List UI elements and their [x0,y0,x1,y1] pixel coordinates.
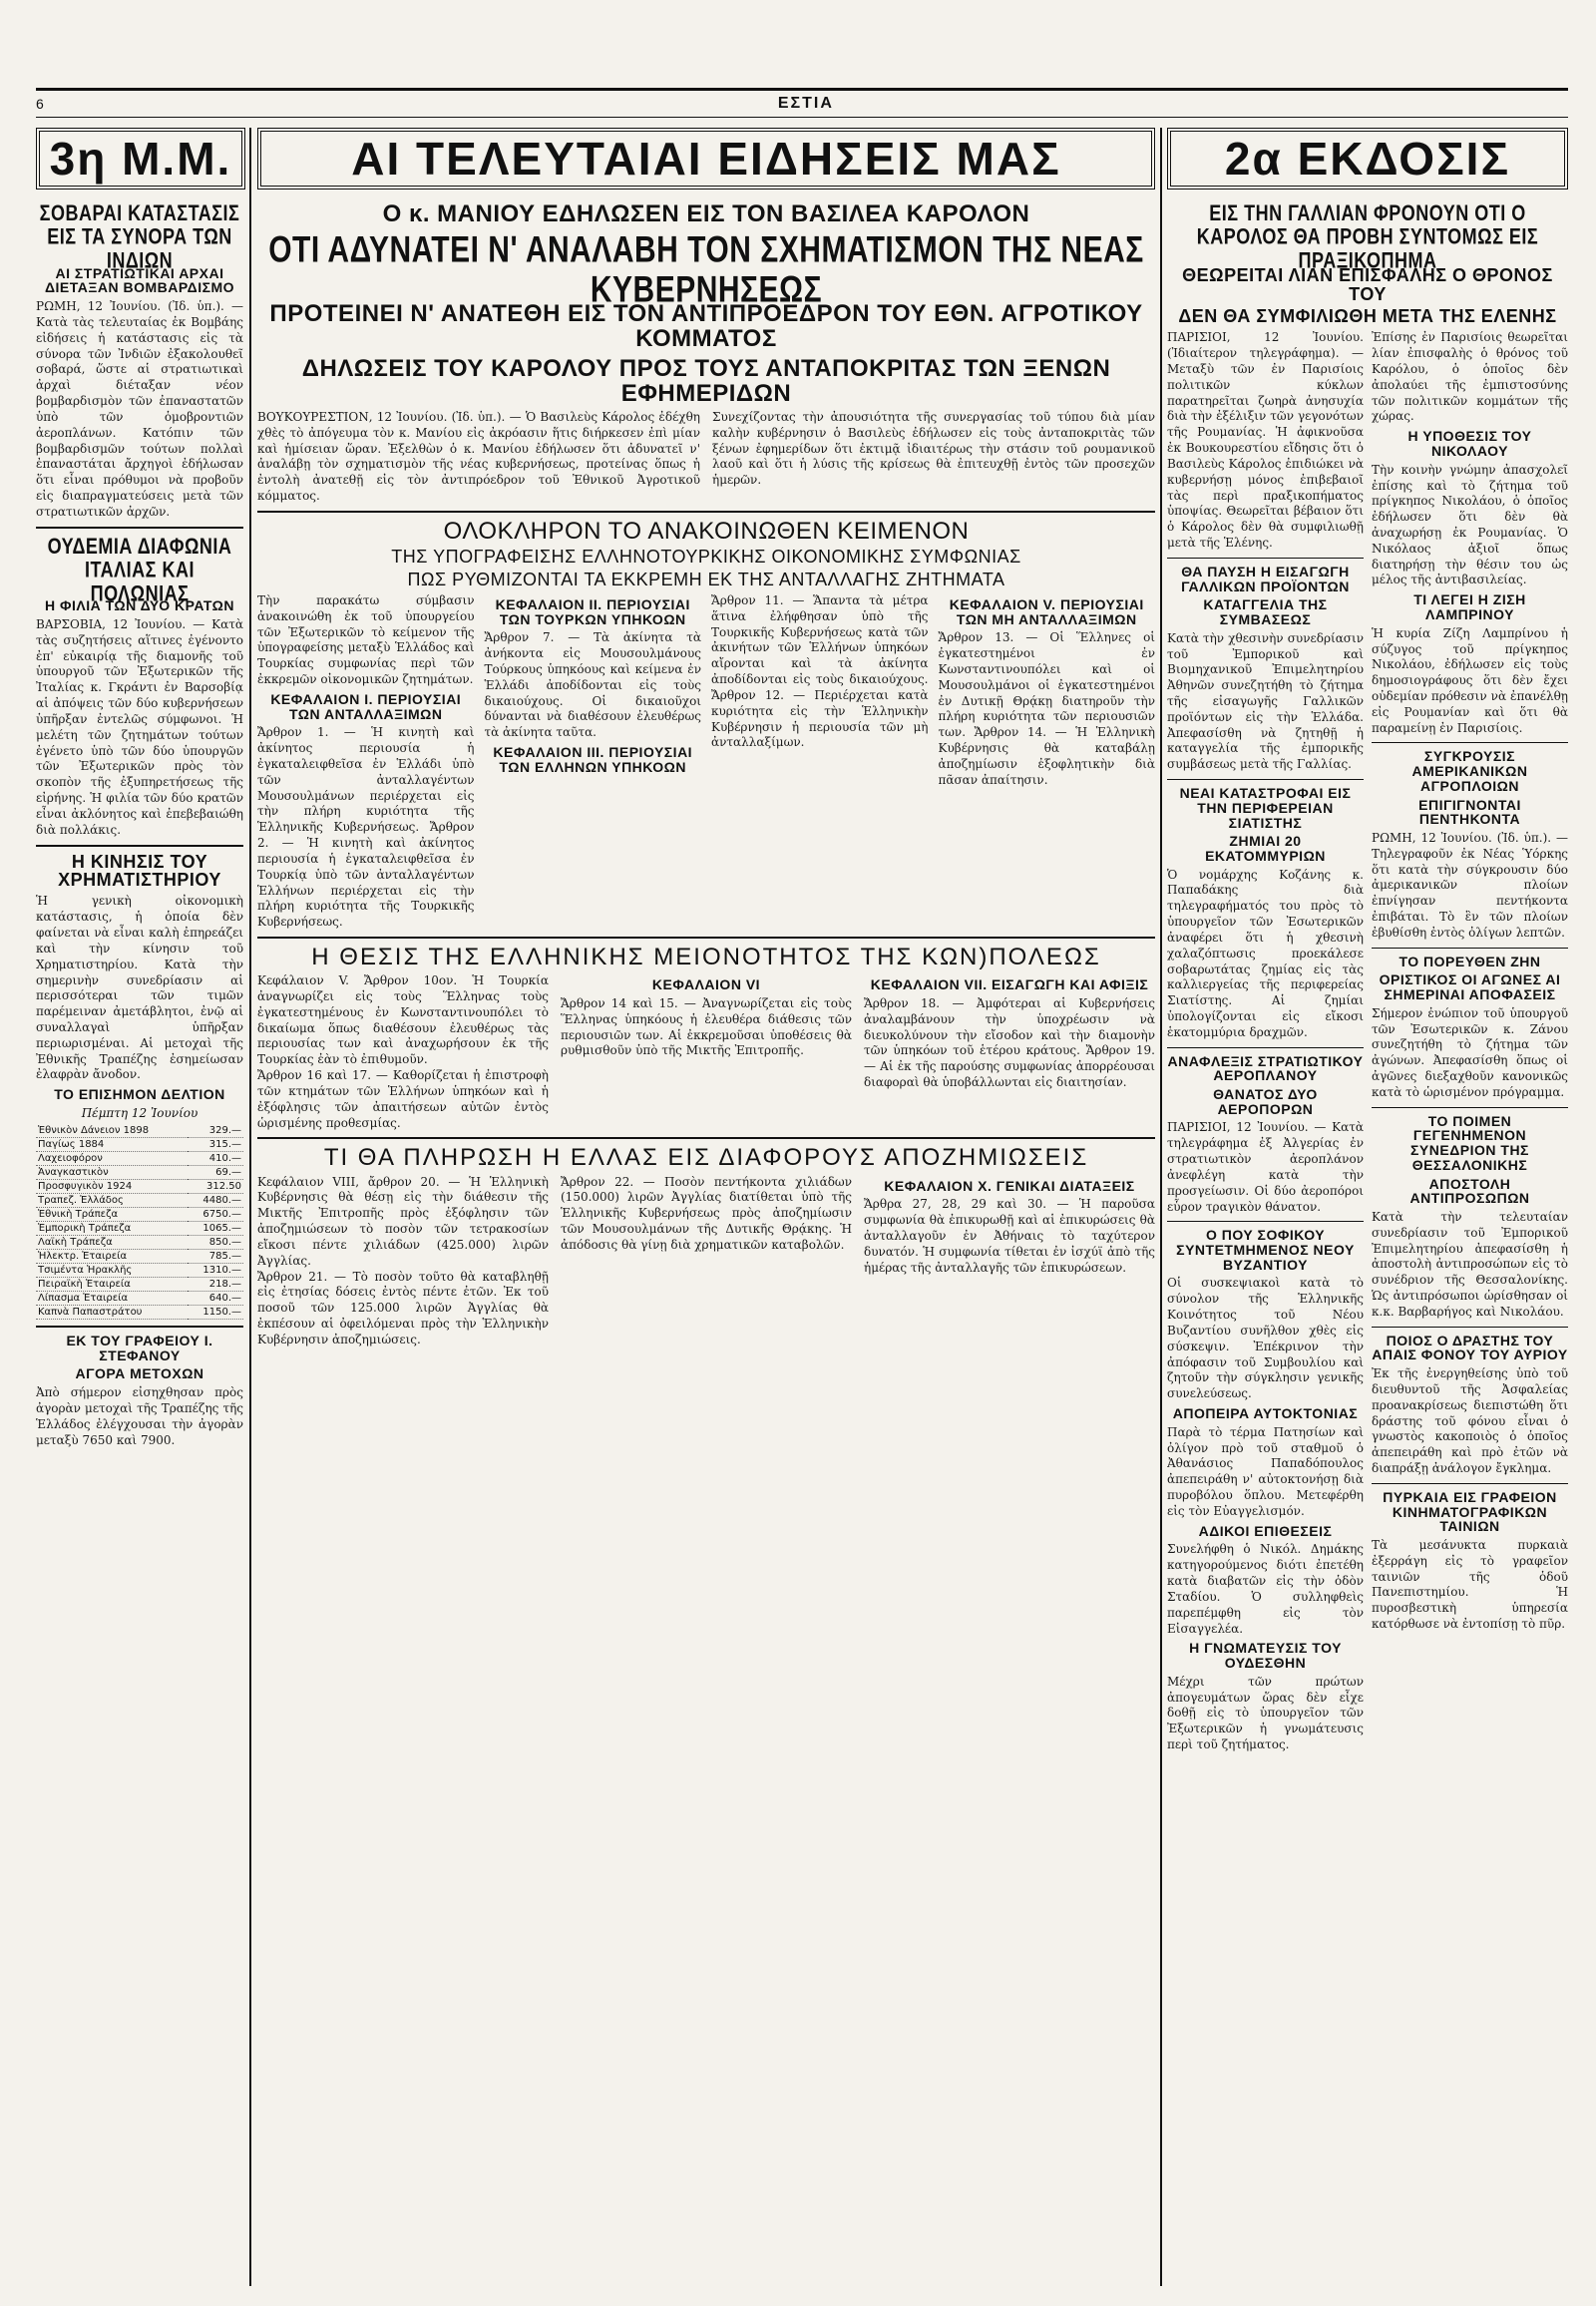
article-headline: ΕΙΣ ΤΗΝ ΓΑΛΛΙΑΝ ΦΡΟΝΟΥΝ ΟΤΙ Ο ΚΑΡΟΛΟΣ ΘΑ ΠΡΟΒΗ ΣΥΝΤΟΜΩΣ ΕΙΣ ΠΡΑΞΙΚΟΠΗΜΑ [1196,199,1539,272]
security-name: Τραπεζ. Ἑλλάδος [36,1194,188,1208]
article-subhead: ΤΙ ΛΕΓΕΙ Η ΖΙΣΗ ΛΑΜΠΡΙΝΟΥ [1413,591,1526,622]
article-headline: ΣΟΒΑΡΑΙ ΚΑΤΑΣΤΑΣΙΣ ΕΙΣ ΤΑ ΣΥΝΟΡΑ ΤΩΝ ΙΝΔΙΩΝ [39,199,240,272]
security-name: Προσφυγικὸν 1924 [36,1180,188,1194]
chapter-heading: ΚΕΦΑΛΑΙΟΝ ΙΙΙ. ΠΕΡΙΟΥΣΙΑΙ ΤΩΝ ΕΛΛΗΝΩΝ ΥΠΗΚΟΩΝ [493,744,693,775]
footer-headline: ΕΚ ΤΟΥ ΓΡΑΦΕΙΟΥ Ι. ΣΤΕΦΑΝΟΥ [66,1333,213,1363]
table-title: ΤΟ ΕΠΙΣΗΜΟΝ ΔΕΛΤΙΟΝ [54,1086,225,1103]
security-price: 640.— [188,1292,243,1306]
stock-table [36,1124,243,1320]
lead-kicker: Ο κ. ΜΑΝΙΟΥ ΕΔΗΛΩΣΕΝ ΕΙΣ ΤΟΝ ΒΑΣΙΛΕΑ ΚΑΡΟΛΟΝ [382,200,1030,227]
lead-body: Συνεχίζοντας τὴν ἀπουσιότητα τῆς συνεργασίας τοῦ τύπου διὰ μίαν καλὴν κυβέρνησιν ὁ Βασιλεὺς ἐδήλωσεν εἰς τοὺς ἀνταποκριτὰς τῶν ξένων ἐφημερίδων ὅτι ἐκτιμᾷ ἰδιαιτέρως τὴν στάσιν τοῦ ρουμανικοῦ λαοῦ καὶ ὅτι ἡ λύσις τῆς κρίσεως θὰ ἐπιτευχθῇ ἐντὸς τῶν προσεχῶν ἡμερῶν. [712,409,1155,488]
article-headline: Η ΓΝΩΜΑΤΕΥΣΙΣ ΤΟΥ ΟΥΔΕΣΘΗΝ [1189,1640,1342,1672]
compensation-body: Ἄρθρον 21. — Τὸ ποσὸν τοῦτο θὰ καταβληθῇ εἰς ἐτησίας δόσεις ἐντὸς πέντε ἐτῶν. Ἐκ τοῦ ποσοῦ τῶν 125.000 λιρῶν Ἀγγλίας θὰ ἐκπέσουν αἱ ὀφειλόμεναι πρὸς τὴν Ἑλληνικὴν Κυβέρνησιν ἀποζημιώσεις. [257,1269,549,1346]
compensation-headline: ΤΙ ΘΑ ΠΛΗΡΩΣΗ Η ΕΛΛΑΣ ΕΙΣ ΔΙΑΦΟΡΟΥΣ ΑΠΟΖΗΜΙΩΣΕΙΣ [323,1144,1089,1172]
article-headline: ΑΠΟΠΕΙΡΑ ΑΥΤΟΚΤΟΝΙΑΣ [1172,1405,1359,1422]
article-body: ΒΑΡΣΟΒΙΑ, 12 Ἰουνίου. — Κατὰ τὰς συζητήσεις αἵτινες ἐγένοντο ἐπ' εὐκαιρίᾳ τῆς διαμονῆς τοῦ ὑπουργοῦ τῶν Ἐξωτερικῶν τῆς Ἰταλίας κ. Γκράντι ἐν Βαρσοβίᾳ αἱ ἀπόψεις τῶν δύο κυβερνήσεων ὑπῆρξαν ἐντελῶς σύμφωνοι. Ἡ μελέτη τῶν ζητημάτων τούτων ἐγένετο ὑπὸ τῶν δύο ὑπουργῶν τῶν Ἐξωτερικῶν πρὸς τὸν σκοπὸν τῆς ἐξυπηρετήσεως τῆς εἰρήνης. Ἡ φιλία τῶν δύο κρατῶν εἶναι ἀκλόνητος καὶ ἐπεβεβαιώθη διὰ πολλάκις. [36,617,243,837]
compensation-body: Κεφάλαιον VIII, ἄρθρον 20. — Ἡ Ἑλληνικὴ Κυβέρνησις θὰ θέσῃ εἰς τὴν διάθεσιν τῆς Μικτῆς Ἐπιτροπῆς πρὸς ἐξόφλησιν τῶν ἀποζημιώσεων τὸ ποσὸν τῶν τετρακοσίων εἴκοσι πέντε χιλιάδων (425.000) λιρῶν Ἀγγλίας. [257,1174,549,1268]
article-headline: Η ΚΙΝΗΣΙΣ ΤΟΥ ΧΡΗΜΑΤΙΣΤΗΡΙΟΥ [58,851,221,891]
article-body: Σήμερον ἐνώπιον τοῦ ὑπουργοῦ τῶν Ἐσωτερικῶν κ. Ζάνου συνεζητήθη τὸ ζήτημα τῶν ἀγώνων. Ἀπεφασίσθη ὅπως οἱ ἀγῶνες διεξαχθοῦν κανονικῶς κατὰ τὸ ὡρισμένον πρόγραμμα. [1372,1005,1568,1099]
divider [36,845,243,847]
article-subhead: ΑΙ ΣΤΡΑΤΙΩΤΙΚΑΙ ΑΡΧΑΙ ΔΙΕΤΑΞΑΝ ΒΟΜΒΑΡΔΙΣΜΟ [44,264,235,296]
table-row [36,1222,243,1236]
lead-subheadline: ΔΗΛΩΣΕΙΣ ΤΟΥ ΚΑΡΟΛΟΥ ΠΡΟΣ ΤΟΥΣ ΑΝΤΑΠΟΚΡΙΤΑΣ ΤΩΝ ΞΕΝΩΝ ΕΦΗΜΕΡΙΔΩΝ [301,354,1111,407]
security-price: 1065.— [188,1222,243,1236]
article-subhead: ΘΕΩΡΕΙΤΑΙ ΛΙΑΝ ΕΠΙΣΦΑΛΗΣ Ο ΘΡΟΝΟΣ ΤΟΥ [1182,264,1553,304]
masthead: ΕΣΤΙΑ [777,95,834,112]
article-body: ΡΩΜΗ, 12 Ἰουνίου. (Ἰδ. ὑπ.). — Τηλεγραφοῦν ἐκ Νέας Ὑόρκης ὅτι κατὰ τὴν σύγκρουσιν δύο ἀμερικανικῶν πλοίων ἐπνίγησαν πεντήκοντα ἐπιβάται. Τὸ ἓν τῶν πλοίων ἐβυθίσθη ἐντὸς ὀλίγων λεπτῶν. [1372,830,1568,940]
table-row [36,1138,243,1152]
article-headline: ΠΟΙΟΣ Ο ΔΡΑΣΤΗΣ ΤΟΥ ΑΠΑΙΣ ΦΟΝΟΥ ΤΟΥ ΑΥΡΙΟΥ [1372,1332,1568,1363]
article-headline: ΤΟ ΠΟΙΜΕΝ ΓΕΓΕΝΗΜΕΝΟΝ ΣΥΝΕΔΡΙΟΝ ΤΗΣ ΘΕΣΣΑΛΟΝΙΚΗΣ [1410,1112,1529,1173]
table-row [36,1236,243,1250]
divider [1372,1483,1568,1484]
table-row [36,1306,243,1320]
article-headline: ΑΔΙΚΟΙ ΕΠΙΘΕΣΕΙΣ [1198,1522,1333,1539]
column-rule [1160,128,1162,2286]
divider [36,527,243,529]
table-row [36,1194,243,1208]
divider [1167,1047,1364,1048]
table-row [36,1250,243,1264]
article-headline: ΑΝΑΦΛΕΞΙΣ ΣΤΡΑΤΙΩΤΙΚΟΥ ΑΕΡΟΠΛΑΝΟΥ [1167,1052,1364,1084]
article-body: Παρὰ τὸ τέρμα Πατησίων καὶ ὀλίγον πρὸ τοῦ σταθμοῦ ὁ Ἀθανάσιος Παπαδόπουλος ἀπεπειράθη ν' αὐτοκτονήσῃ διὰ πυροβόλου ὅπλου. Μετεφέρθη εἰς τὸν Εὐαγγελισμόν. [1167,1424,1364,1518]
article-body: Τὰ μεσάνυκτα πυρκαιὰ ἐξερράγη εἰς τὸ γραφεῖον ταινιῶν τῆς ὁδοῦ Πανεπιστημίου. Ἡ πυροσβεστικὴ ὑπηρεσία κατόρθωσε νὰ ἐντοπίσῃ τὸ πῦρ. [1372,1537,1568,1632]
article-subhead: ΖΗΜΙΑΙ 20 ΕΚΑΤΟΜΜΥΡΙΩΝ [1205,833,1326,864]
table-row [36,1180,243,1194]
article-subhead: ΑΠΟΣΤΟΛΗ ΑΝΤΙΠΡΟΣΩΠΩΝ [1409,1175,1530,1207]
banner-center: ΑΙ ΤΕΛΕΥΤΑΙΑΙ ΕΙΔΗΣΕΙΣ ΜΑΣ [257,128,1155,190]
divider [257,511,1155,513]
article-body: Ἐκ τῆς ἐνεργηθείσης ὑπὸ τοῦ διευθυντοῦ τῆς Ἀσφαλείας προανακρίσεως διεπιστώθη ὅτι δράστης τοῦ φόνου εἶναι ὁ γνωστὸς κακοποιὸς ὁ ὁποῖος ἀπεπειράθη καὶ πρὸ ἐτῶν νὰ διαπράξῃ ἀνάλογον ἔγκλημα. [1372,1366,1568,1476]
banner-right: 2α ΕΚΔΟΣΙΣ [1167,128,1568,190]
table-row [36,1152,243,1166]
article-subhead: ΟΡΙΣΤΙΚΟΣ ΟΙ ΑΓΩΝΕΣ ΑΙ ΣΗΜΕΡΙΝΑΙ ΑΠΟΦΑΣΕΙΣ [1379,971,1561,1003]
divider [36,1326,243,1328]
article-body: Συνελήφθη ὁ Νικόλ. Δημάκης κατηγορούμενος διότι ἐπετέθη κατὰ διαβατῶν εἰς τὴν ὁδὸν Σταδίου. Ὁ συλληφθεὶς παρεπέμφθη εἰς τὸν Εἰσαγγελέα. [1167,1542,1364,1636]
agreement-body: Ἄρθρον 11. — Ἅπαντα τὰ μέτρα ἅτινα ἐλήφθησαν ὑπὸ τῆς Τουρκικῆς Κυβερνήσεως κατὰ τῶν ἀκινήτων τῶν Ἑλλήνων ὑπηκόων αἴρονται καὶ τὰ ἀκίνητα ἀποδίδονται εἰς τοὺς δικαιούχους. Ἄρθρον 12. — Περιέρχεται κατὰ κυριότητα εἰς τὴν Ἑλληνικὴν Κυβέρνησιν ἡ περιουσία τῶν μὴ ἀνταλλαξίμων. [711,592,929,750]
lead-body: ΒΟΥΚΟΥΡΕΣΤΙΟΝ, 12 Ἰουνίου. (Ἰδ. ὑπ.). — Ὁ Βασιλεὺς Κάρολος ἐδέχθη χθὲς τὸ ἀπόγευμα τὸν κ. Μανίου εἰς ἀκρόασιν ἥτις διήρκεσεν ἐπὶ μίαν καὶ ἡμίσειαν ὥραν. Ἐξελθὼν ὁ κ. Μανίου ἐδήλωσεν ὅτι ἀδυνατεῖ ν' ἀναλάβῃ τὸν σχηματισμὸν τῆς νέας κυβερνήσεως, προτείνας ὅπως ἡ ἐντολὴ ἀνατεθῇ εἰς τὸν ἀντιπρόεδρον τοῦ Ἐθνικοῦ Ἀγροτικοῦ κόμματος. [257,409,700,504]
left-column [36,197,243,2286]
table-row [36,1278,243,1292]
compensation-body: Ἄρθρον 22. — Ποσὸν πεντήκοντα χιλιάδων (150.000) λιρῶν Ἀγγλίας διατίθεται ὑπὸ τῆς Ἑλληνικῆς Κυβερνήσεως πρὸς ἀποζημίωσιν τῶν Μουσουλμάνων τῆς Δυτικῆς Θρᾴκης. Ἡ ἀπόδοσις θὰ γίνῃ διὰ χρηματικῶν καταβολῶν. [561,1174,852,1252]
security-name: Ἀναγκαστικὸν [36,1166,188,1180]
article-headline: ΘΑ ΠΑΥΣΗ Η ΕΙΣΑΓΩΓΗ ΓΑΛΛΙΚΩΝ ΠΡΟΪΟΝΤΩΝ [1181,563,1350,594]
divider [1372,742,1568,743]
table-date: Πέμπτη 12 Ἰουνίου [81,1106,199,1120]
article-subhead: ΔΕΝ ΘΑ ΣΥΜΦΙΛΙΩΘΗ ΜΕΤΑ ΤΗΣ ΕΛΕΝΗΣ [1178,306,1557,327]
agreement-body: Ἄρθρον 13. — Οἱ Ἕλληνες οἱ ἐγκατεστημένοι ἐν Κωνσταντινουπόλει καὶ οἱ Μουσουλμάνοι οἱ ἐγκατεστημένοι ἐν Δυτικῇ Θρᾴκῃ διατηροῦν τὴν πλήρη κυριότητα τῶν περιουσιῶν των. Ἄρθρον 14. — Ἡ Ἑλληνικὴ Κυβέρνησις θὰ καταβάλῃ ἀποζημίωσιν ἐξοφλητικὴν διὰ πᾶσαν ἀπαίτησιν. [938,630,1155,787]
agreement-headline: ΟΛΟΚΛΗΡΟΝ ΤΟ ΑΝΑΚΟΙΝΩΘΕΝ ΚΕΙΜΕΝΟΝ [443,517,970,545]
security-price: 410.— [188,1152,243,1166]
article-body: Κατὰ τὴν τελευταίαν συνεδρίασιν τοῦ Ἐμπορικοῦ Ἐπιμελητηρίου ἀπεφασίσθη ἡ ἀποστολὴ ἀντιπροσώπων εἰς τὸ συνέδριον τῆς Θεσσαλονίκης. Ὡς ἀντιπρόσωποι ὡρίσθησαν οἱ κ.κ. Βαρβαρήγος καὶ Νικολάου. [1372,1209,1568,1319]
compensation-body: Ἄρθρα 27, 28, 29 καὶ 30. — Ἡ παροῦσα συμφωνία θὰ ἐπικυρωθῇ καὶ αἱ ἐπικυρώσεις θὰ ἀνταλλαγοῦν ἐν Ἀθήναις τὸ ταχύτερον δυνατόν. Ἡ συμφωνία τίθεται ἐν ἰσχύϊ ἀπὸ τῆς ἡμέρας τῆς ἀνταλλαγῆς τῶν ἐπικυρώσεων. [864,1197,1155,1275]
security-price: 785.— [188,1250,243,1264]
divider [1167,1221,1364,1222]
security-name: Λαχειοφόρον [36,1152,188,1166]
article-headline: ΤΟ ΠΟΡΕΥΘΕΝ ΖΗΝ [1398,953,1541,969]
article-body: Κατὰ τὴν χθεσινὴν συνεδρίασιν τοῦ Ἐμπορικοῦ καὶ Βιομηχανικοῦ Ἐπιμελητηρίου Ἀθηνῶν συνεζητήθη τὸ ζήτημα τῆς εἰσαγωγῆς Γαλλικῶν προϊόντων εἰς τὴν Ἑλλάδα. Ἀπεφασίσθη νὰ ζητηθῇ ἡ καταγγελία τῆς ἐμπορικῆς συμβάσεως μετὰ τῆς Γαλλίας. [1167,630,1364,772]
security-name: Λίπασμα Ἑταιρεία [36,1292,188,1306]
security-name: Ἐθνικὴ Τράπεζα [36,1208,188,1222]
article-subhead: Η ΥΠΟΘΕΣΙΣ ΤΟΥ ΝΙΚΟΛΑΟΥ [1407,428,1532,459]
lead-headline: ΟΤΙ ΑΔΥΝΑΤΕΙ Ν' ΑΝΑΛΑΒΗ ΤΟΝ ΣΧΗΜΑΤΙΣΜΟΝ ΤΗΣ ΝΕΑΣ ΚΥΒΕΡΝΗΣΕΩΣ [268,228,1144,310]
chapter-heading: ΚΕΦΑΛΑΙΟΝ VII. ΕΙΣΑΓΩΓΗ ΚΑΙ ΑΦΙΞΙΣ [870,976,1149,993]
article-subhead: ΘΑΝΑΤΟΣ ΔΥΟ ΑΕΡΟΠΟΡΩΝ [1213,1086,1318,1117]
divider [257,937,1155,939]
page-header [36,88,1568,118]
security-price: 1310.— [188,1264,243,1278]
footer-subhead: ΑΓΟΡΑ ΜΕΤΟΧΩΝ [75,1365,204,1382]
security-price: 69.— [188,1166,243,1180]
security-name: Καπνὰ Παπαστράτου [36,1306,188,1320]
article-body: ΠΑΡΙΣΙΟΙ, 12 Ἰουνίου. (Ἰδιαίτερον τηλεγράφημα). — Μεταξὺ τῶν ἐν Παρισίοις πολιτικῶν κύκλων παρατηρεῖται ζωηρὰ ἀνησυχία διὰ τὴν ἐξέλιξιν τῶν γεγονότων τῆς Ρουμανίας. Ἡ ἀφικνοῦσα ἐκ Βουκουρεστίου εἴδησις ὅτι ὁ Βασιλεὺς Κάρολος ἐπιδιώκει νὰ κυβερνήσῃ μόνος ἐπιβεβαιοῖ τὰς περὶ πραξικοπήματος ὑποψίας. Θεωρεῖται βέβαιον ὅτι ὁ Κάρολος δὲν θὰ συμφιλιωθῇ μετὰ τῆς Ἑλένης. [1167,330,1364,551]
security-price: 1150.— [188,1306,243,1320]
article-headline: ΠΥΡΚΑΙΑ ΕΙΣ ΓΡΑΦΕΙΟΝ ΚΙΝΗΜΑΤΟΓΡΑΦΙΚΩΝ ΤΑΙΝΙΩΝ [1383,1488,1557,1535]
article-body: Ἐπίσης ἐν Παρισίοις θεωρεῖται λίαν ἐπισφαλὴς ὁ θρόνος τοῦ Καρόλου, ὁ ὁποῖος δὲν ἀπολαύει τῆς ἐμπιστοσύνης τῶν πολιτικῶν κομμάτων τῆς χώρας. [1372,330,1568,424]
security-price: 6750.— [188,1208,243,1222]
article-body: Ἡ γενικὴ οἰκονομικὴ κατάστασις, ἡ ὁποία δὲν φαίνεται νὰ εἶναι καλὴ ἐπηρεάζει καὶ τὴν κίνησιν τοῦ Χρηματιστηρίου. Κατὰ τὴν σημερινὴν συνεδρίασιν αἱ περισσότεραι τῶν τιμῶν παρέμειναν ἀμετάβλητοι, ἐνῷ αἱ συναλλαγαὶ ὑπῆρξαν περιωρισμέναι. Αἱ μετοχαὶ τῆς Ἐθνικῆς Τραπέζης ἐσημείωσαν ἐλαφρὰν ἄνοδον. [36,894,243,1082]
security-name: Πειραϊκὴ Ἑταιρεία [36,1278,188,1292]
footer-body: Ἀπὸ σήμερον εἰσηχθησαν πρὸς ἀγορὰν μετοχαὶ τῆς Τραπέζης τῆς Ἑλλάδος ἐλέγχουσαι τὴν ἀγορὰν μεταξὺ 7650 καὶ 7900. [36,1385,243,1447]
minority-body: Ἄρθρον 18. — Ἀμφότεραι αἱ Κυβερνήσεις ἀναλαμβάνουν τὴν ὑποχρέωσιν νὰ διευκολύνουν τὴν εἴσοδον καὶ τὴν διαμονὴν τῶν ὑπηκόων τοῦ ἑτέρου κράτους. Ἄρθρον 19. — Αἱ ἐκ τῆς παρούσης συμφωνίας ἀπορρέουσαι διαφοραὶ θὰ ὑποβάλλωνται εἰς διαιτησίαν. [864,995,1155,1089]
chapter-heading: ΚΕΦΑΛΑΙΟΝ Χ. ΓΕΝΙΚΑΙ ΔΙΑΤΑΞΕΙΣ [884,1177,1135,1194]
security-price: 312.50 [188,1180,243,1194]
article-body: ΡΩΜΗ, 12 Ἰουνίου. (Ἰδ. ὑπ.). — Κατὰ τὰς τελευταίας ἐκ Βομβάης εἰδήσεις ἡ κατάστασις εἰς τὰ σύνορα τῶν Ἰνδιῶν ἐξακολουθεῖ σοβαρά, ὥστε αἱ στρατιωτικαὶ ἀρχαὶ διέταξαν νέον βομβαρδισμὸν τῶν ἐπαναστατῶν ὑπὸ τῶν ὁμοβροντιῶν ἀεροπλάνων. Κατόπιν τῶν βομβαρδισμῶν τούτων πολλαὶ ἐπαναστάται ἄρχηγοὶ ἐδήλωσαν ὅτι εἶναι πρόθυμοι νὰ προβοῦν εἰς διαπραγματεύσεις μετὰ τῶν στρατιωτικῶν ἀρχῶν. [36,299,243,519]
article-body: Ἡ κυρία Ζίζη Λαμπρίνου ἡ σύζυγος τοῦ πρίγκηπος Νικολάου, ἐδήλωσεν εἰς τοὺς δημοσιογράφους ὅτι δὲν ἔχει οὐδεμίαν πρόθεσιν νὰ ἐπανέλθῃ εἰς Ρουμανίαν καὶ ὅτι θὰ παραμείνῃ ἐν Παρισίοις. [1372,625,1568,735]
minority-headline: Η ΘΕΣΙΣ ΤΗΣ ΕΛΛΗΝΙΚΗΣ ΜΕΙΟΝΟΤΗΤΟΣ ΤΗΣ ΚΩΝ)ΠΟΛΕΩΣ [311,943,1101,970]
center-section [257,197,1155,2286]
chapter-heading: ΚΕΦΑΛΑΙΟΝ ΙΙ. ΠΕΡΙΟΥΣΙΑΙ ΤΩΝ ΤΟΥΡΚΩΝ ΥΠΗΚΟΩΝ [495,595,690,627]
article-body: Μέχρι τῶν πρώτων ἀπογευμάτων ὥρας δὲν εἶχε δοθῇ εἰς τὸ ὑπουργεῖον τῶν Ἐξωτερικῶν ἡ γνωμάτευσις περὶ τοῦ ζητήματος. [1167,1674,1364,1752]
table-row [36,1208,243,1222]
article-headline: Ο ΠΟΥ ΣΟΦΙΚΟΥ ΣΥΝΤΕΤΜΗΜΕΝΟΣ ΝΕΟΥ ΒΥΖΑΝΤΙΟΥ [1176,1227,1355,1273]
security-price: 218.— [188,1278,243,1292]
article-headline: ΟΥΔΕΜΙΑ ΔΙΑΦΩΝΙΑ ΙΤΑΛΙΑΣ ΚΑΙ ΠΟΛΩΝΙΑΣ [47,533,232,605]
table-row [36,1166,243,1180]
divider [1167,779,1364,780]
article-body: Τὴν κοινὴν γνώμην ἀπασχολεῖ ἐπίσης καὶ τὸ ζήτημα τοῦ πρίγκηπος Νικολάου, ὁ ὁποῖος ἐδήλωσεν ὅτι δὲν θὰ ἀναχωρήσῃ ἐκ Ρουμανίας. Ὁ Νικόλαος ἀξιοῖ ὅπως διατηρήσῃ τὴν θέσιν του ὡς μέλος τῆς ἀντιβασιλείας. [1372,462,1568,587]
security-name: Τσιμέντα Ἡρακλῆς [36,1264,188,1278]
lead-subheadline: ΠΡΟΤΕΙΝΕΙ Ν' ΑΝΑΤΕΘΗ ΕΙΣ ΤΟΝ ΑΝΤΙΠΡΟΕΔΡΟΝ ΤΟΥ ΕΘΝ. ΑΓΡΟΤΙΚΟΥ ΚΟΜΜΑΤΟΣ [269,300,1143,353]
agreement-subheadline: ΠΩΣ ΡΥΘΜΙΖΟΝΤΑΙ ΤΑ ΕΚΚΡΕΜΗ ΕΚ ΤΗΣ ΑΝΤΑΛΛΑΓΗΣ ΖΗΤΗΜΑΤΑ [407,569,1005,589]
agreement-subheadline: ΤΗΣ ΥΠΟΓΡΑΦΕΙΣΗΣ ΕΛΛΗΝΟΤΟΥΡΚΙΚΗΣ ΟΙΚΟΝΟΜΙΚΗΣ ΣΥΜΦΩΝΙΑΣ [391,547,1021,568]
article-body: Οἱ συσκεψιακοὶ κατὰ τὸ σύνολον τῆς Ἑλληνικῆς Κοινότητος τοῦ Νέου Βυζαντίου συνῆλθον χθὲς εἰς σύσκεψιν. Ἐπέκρινον τὴν ἀπόφασιν τοῦ Συμβουλίου καὶ ζητοῦν τὴν σύγκλησιν γενικῆς συνελεύσεως. [1167,1276,1364,1401]
divider [257,1137,1155,1139]
security-name: Παγίως 1884 [36,1138,188,1152]
security-price: 850.— [188,1236,243,1250]
minority-body: Ἄρθρον 16 καὶ 17. — Καθορίζεται ἡ ἐπιστροφὴ τῶν κτημάτων τῶν Ἑλλήνων ὑπηκόων καὶ ἡ ἐξόφλησις τῶν ἀπαιτήσεων αὐτῶν ἐντὸς ὡρισμένης προθεσμίας. [257,1068,549,1130]
security-price: 4480.— [188,1194,243,1208]
security-name: Λαϊκὴ Τράπεζα [36,1236,188,1250]
chapter-heading: ΚΕΦΑΛΑΙΟΝ Ι. ΠΕΡΙΟΥΣΙΑΙ ΤΩΝ ΑΝΤΑΛΛΑΞΙΜΩΝ [270,690,462,722]
divider [1372,1327,1568,1328]
minority-body: Κεφάλαιον V. Ἄρθρον 10ον. Ἡ Τουρκία ἀναγνωρίζει εἰς τοὺς Ἕλληνας τοὺς ἐγκατεστημένους ἐν Κωνσταντινουπόλει τὸ δικαίωμα ὅπως διαθέσουν ἐλευθέρως τὰς περιουσίας των καὶ ἀναχωρήσουν ἐκ τῆς Τουρκίας ἐὰν τὸ ἐπιθυμοῦν. [257,973,549,1067]
minority-body: Ἄρθρον 14 καὶ 15. — Ἀναγνωρίζεται εἰς τοὺς Ἕλληνας ὑπηκόους ἡ ἐλευθέρα διάθεσις τῶν περιουσιῶν των. Αἱ ἐκκρεμοῦσαι ὑποθέσεις θὰ ρυθμισθοῦν ὑπὸ τῆς Μικτῆς Ἐπιτροπῆς. [561,995,852,1058]
column-rule [249,128,251,2286]
divider [1372,948,1568,949]
article-headline: ΝΕΑΙ ΚΑΤΑΣΤΡΟΦΑΙ ΕΙΣ ΤΗΝ ΠΕΡΙΦΕΡΕΙΑΝ ΣΙΑΤΙΣΤΗΣ [1179,785,1352,831]
article-subhead: ΕΠΙΓΙΓΝΟΝΤΑΙ ΠΕΝΤΗΚΟΝΤΑ [1418,796,1521,828]
agreement-body: Ἄρθρον 7. — Τὰ ἀκίνητα τὰ ἀνήκοντα εἰς Μουσουλμάνους Τούρκους ὑπηκόους καὶ κείμενα ἐν Ἑλλάδι ἀποδίδονται εἰς τοὺς δικαιούχους. Οἱ δικαιοῦχοι δύνανται νὰ διαθέσουν ἐλευθέρως τὰ ἀκίνητα ταῦτα. [484,630,701,740]
page-number: 6 [36,96,44,112]
chapter-heading: ΚΕΦΑΛΑΙΟΝ VI [651,976,761,993]
article-headline: ΣΥΓΚΡΟΥΣΙΣ ΑΜΕΡΙΚΑΝΙΚΩΝ ΑΓΡΟΠΛΟΙΩΝ [1411,748,1528,794]
agreement-body: Τὴν παρακάτω σύμβασιν ἀνακοινώθη ἐκ τοῦ ὑπουργείου τῶν Ἐξωτερικῶν τὸ κείμενον τῆς ὑπογραφείσης μεταξὺ Ἑλλάδος καὶ Τουρκίας συμφωνίας περὶ τῶν ἐκκρεμῶν οἰκονομικῶν ζητημάτων. [257,592,475,687]
article-body: Ὁ νομάρχης Κοζάνης κ. Παπαδάκης διὰ τηλεγραφήματός του πρὸς τὸ ὑπουργεῖον τῶν Ἐσωτερικῶν ἀναφέρει ὅτι ἡ χθεσινὴ χαλαζόπτωσις προεκάλεσε σοβαρωτάτας ζημίας εἰς τὰς καλλιεργείας τῆς περιφερείας Σιατίστης. Αἱ ζημίαι ὑπολογίζονται εἰς εἴκοσι ἑκατομμύρια δραχμῶν. [1167,867,1364,1039]
divider [1167,558,1364,559]
security-name: Ἠλεκτρ. Ἑταιρεία [36,1250,188,1264]
table-row [36,1264,243,1278]
right-section [1167,197,1568,2286]
security-name: Ἐθνικὸν Δάνειον 1898 [36,1124,188,1138]
table-row [36,1292,243,1306]
article-body: ΠΑΡΙΣΙΟΙ, 12 Ἰουνίου. — Κατὰ τηλεγράφημα ἐξ Ἀλγερίας ἐν στρατιωτικὸν ἀεροπλάνον ἀνεφλέγη κατὰ τὴν προσγείωσιν. Οἱ δύο ἀεροπόροι εὗρον τραγικὸν θάνατον. [1167,1120,1364,1214]
chapter-heading: ΚΕΦΑΛΑΙΟΝ V. ΠΕΡΙΟΥΣΙΑΙ ΤΩΝ ΜΗ ΑΝΤΑΛΛΑΞΙΜΩΝ [949,595,1144,627]
agreement-body: Ἄρθρον 1. — Ἡ κινητὴ καὶ ἀκίνητος περιουσία ἡ ἐγκαταλειφθεῖσα ἐν Ἑλλάδι ὑπὸ τῶν ἀνταλλαγέντων Μουσουλμάνων περιέρχεται εἰς τὴν πλήρη κυριότητα τῆς Ἑλληνικῆς Κυβερνήσεως. Ἄρθρον 2. — Ἡ κινητὴ καὶ ἀκίνητος περιουσία ἡ ἐγκαταλειφθεῖσα ἐν Τουρκίᾳ ὑπὸ τῶν ἀνταλλαγέντων Ἑλλήνων περιέρχεται εἰς τὴν πλήρη κυριότητα τῆς Τουρκικῆς Κυβερνήσεως. [257,725,475,930]
banner-left: 3η Μ.Μ. [36,128,245,190]
security-price: 315.— [188,1138,243,1152]
security-name: Ἐμπορικὴ Τράπεζα [36,1222,188,1236]
article-subhead: ΚΑΤΑΓΓΕΛΙΑ ΤΗΣ ΣΥΜΒΑΣΕΩΣ [1203,596,1328,627]
table-row [36,1124,243,1138]
security-price: 329.— [188,1124,243,1138]
article-subhead: Η ΦΙΛΙΑ ΤΩΝ ΔΥΟ ΚΡΑΤΩΝ [45,597,234,614]
divider [1372,1107,1568,1108]
